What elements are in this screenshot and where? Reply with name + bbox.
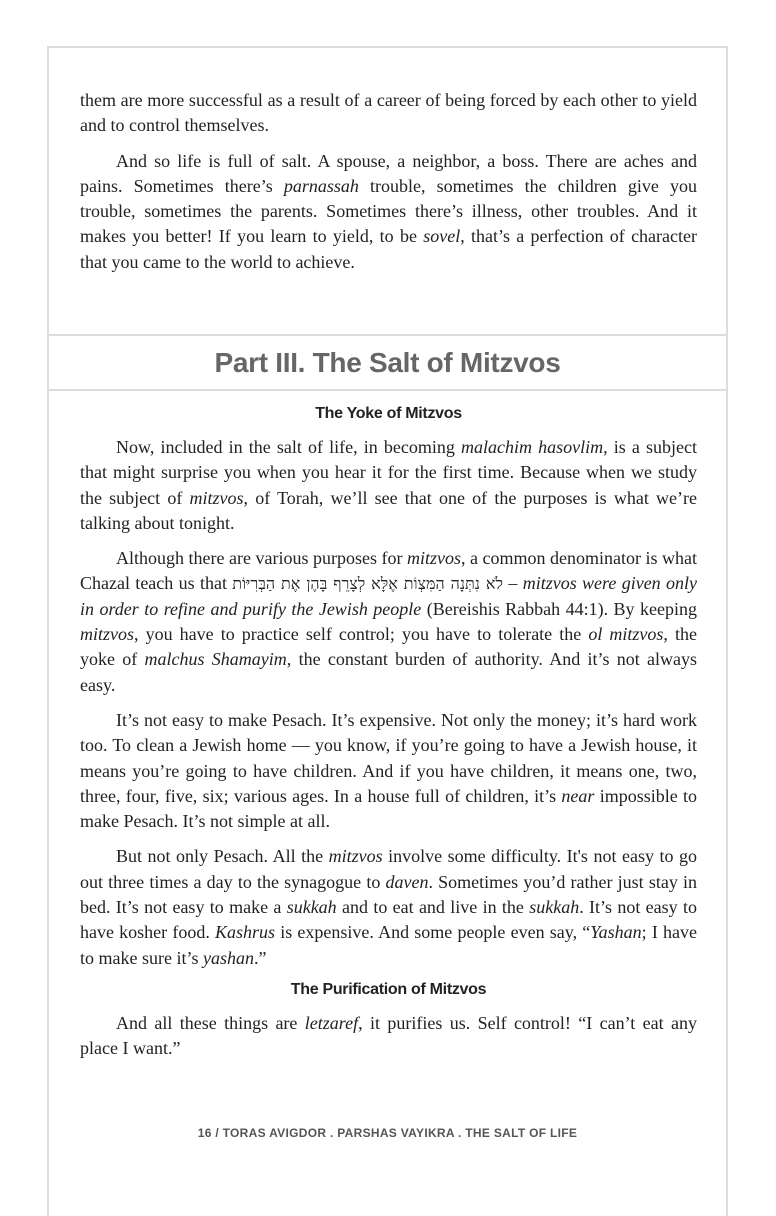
text-run: And so life is full of salt. A spouse, a neighbor, a boss. There are aches and pains. Sometimes there’s [80,150,697,196]
paragraph [80,546,697,698]
text-run: trouble, sometimes the children give you trouble, sometimes the parents. Sometimes there’s illness, other troubles. And it makes you better! If you learn to yield, to be [80,175,697,247]
page-footer: 16 / TORAS AVIGDOR . PARSHAS VAYIKRA . THE SALT OF LIFE [197,1126,578,1140]
text-run: , the constant burden of authority. And it’s not always easy. [80,649,698,695]
text-run: Although there are various purposes for [116,548,407,569]
paragraph [80,149,697,275]
section-heading: The Purification of Mitzvos [290,980,487,998]
italic-text: mitzvos [407,548,461,569]
text-run: Now, included in the salt of life, in becoming [116,437,461,457]
top-text [80,88,697,285]
italic-text: mitzvos [189,487,244,508]
italic-text: sukkah [529,897,580,918]
text-run: and to eat and live in the [336,897,530,918]
text-run: , is a subject that might surprise you when you hear it for the first time. Because when we study the subject of [80,437,697,508]
italic-text: Kashrus [215,922,276,943]
italic-text: near [561,785,595,806]
text-run: , a common denominator is what Chazal teach us that [80,548,698,594]
paragraph [80,88,697,139]
italic-text: ol mitzvos [588,624,664,645]
italic-text: yashan [202,947,254,968]
text-run: is expensive. And some people even say, “ [275,922,591,943]
italic-text: mitzvos [328,846,383,867]
italic-text: parnassah [283,175,359,196]
paragraph [80,844,697,970]
text-run: involve some difficulty. It's not easy to go out three times a day to the synagogue to [80,846,697,892]
text-run: impossible to make Pesach. It’s not simple at all. [80,785,697,832]
section-heading: The Yoke of Mitzvos [315,405,462,422]
text-run: ; I have to make sure it’s [80,922,697,968]
text-run: But not only Pesach. All the [116,846,329,867]
text-run: (Bereishis Rabbah 44:1). By keeping [421,598,697,619]
text-run: . It’s not easy to have kosher food. [80,897,697,943]
divider [47,334,728,336]
italic-text: Yashan [590,922,642,943]
italic-text: mitzvos [80,624,134,645]
divider [47,389,728,391]
italic-text: malachim hasovlim [460,437,604,457]
hebrew-quote: לֹא נִתְּנָה הַמִּצְוֹת אֶלָּא לְצָרֵף בָּהֶן אֶת הַבְּרִיּוֹת [232,574,504,594]
text-run: And all these things are [116,1012,305,1033]
text-run: , you have to practice self control; you have to tolerate the [134,624,589,645]
text-run: them are more successful as a result of a career of being forced by each other to yield and to control themselves. [80,90,697,136]
text-run: . Sometimes you’d rather just stay in bed. It’s not easy to make a [80,871,697,918]
text-run: .” [253,947,267,968]
part-title: Part III. The Salt of Mitzvos [214,347,561,378]
text-run: , of Torah, we’ll see that one of the purposes is what we’re talking about tonight. [80,487,697,533]
italic-text: sukkah [286,897,337,918]
text-run: – [503,573,523,594]
paragraph [80,1011,697,1062]
paragraph [80,708,697,834]
section-body [80,405,697,1072]
text-run: , it purifies us. Self control! “I can’t eat any place I want.” [80,1012,697,1059]
paragraph [80,435,697,536]
text-run: It’s not easy to make Pesach. It’s expensive. Not only the money; it’s hard work too. To clean a Jewish home — you know, if you’re going to have a Jewish house, it means you’re going to have children. And if you have children, it means one, two, three, four, five, six; various ages. In a house full of children, it’s [80,709,697,806]
italic-text: letzaref [304,1012,359,1033]
italic-text: daven [385,871,429,892]
italic-text: malchus Shamayim [144,649,287,670]
text-run: , the yoke of [80,624,697,670]
italic-text: mitzvos were given only in order to refine and purify the Jewish people [80,573,698,619]
italic-text: sovel [423,226,461,247]
text-run: , that’s a perfection of character that you came to the world to achieve. [80,226,698,272]
